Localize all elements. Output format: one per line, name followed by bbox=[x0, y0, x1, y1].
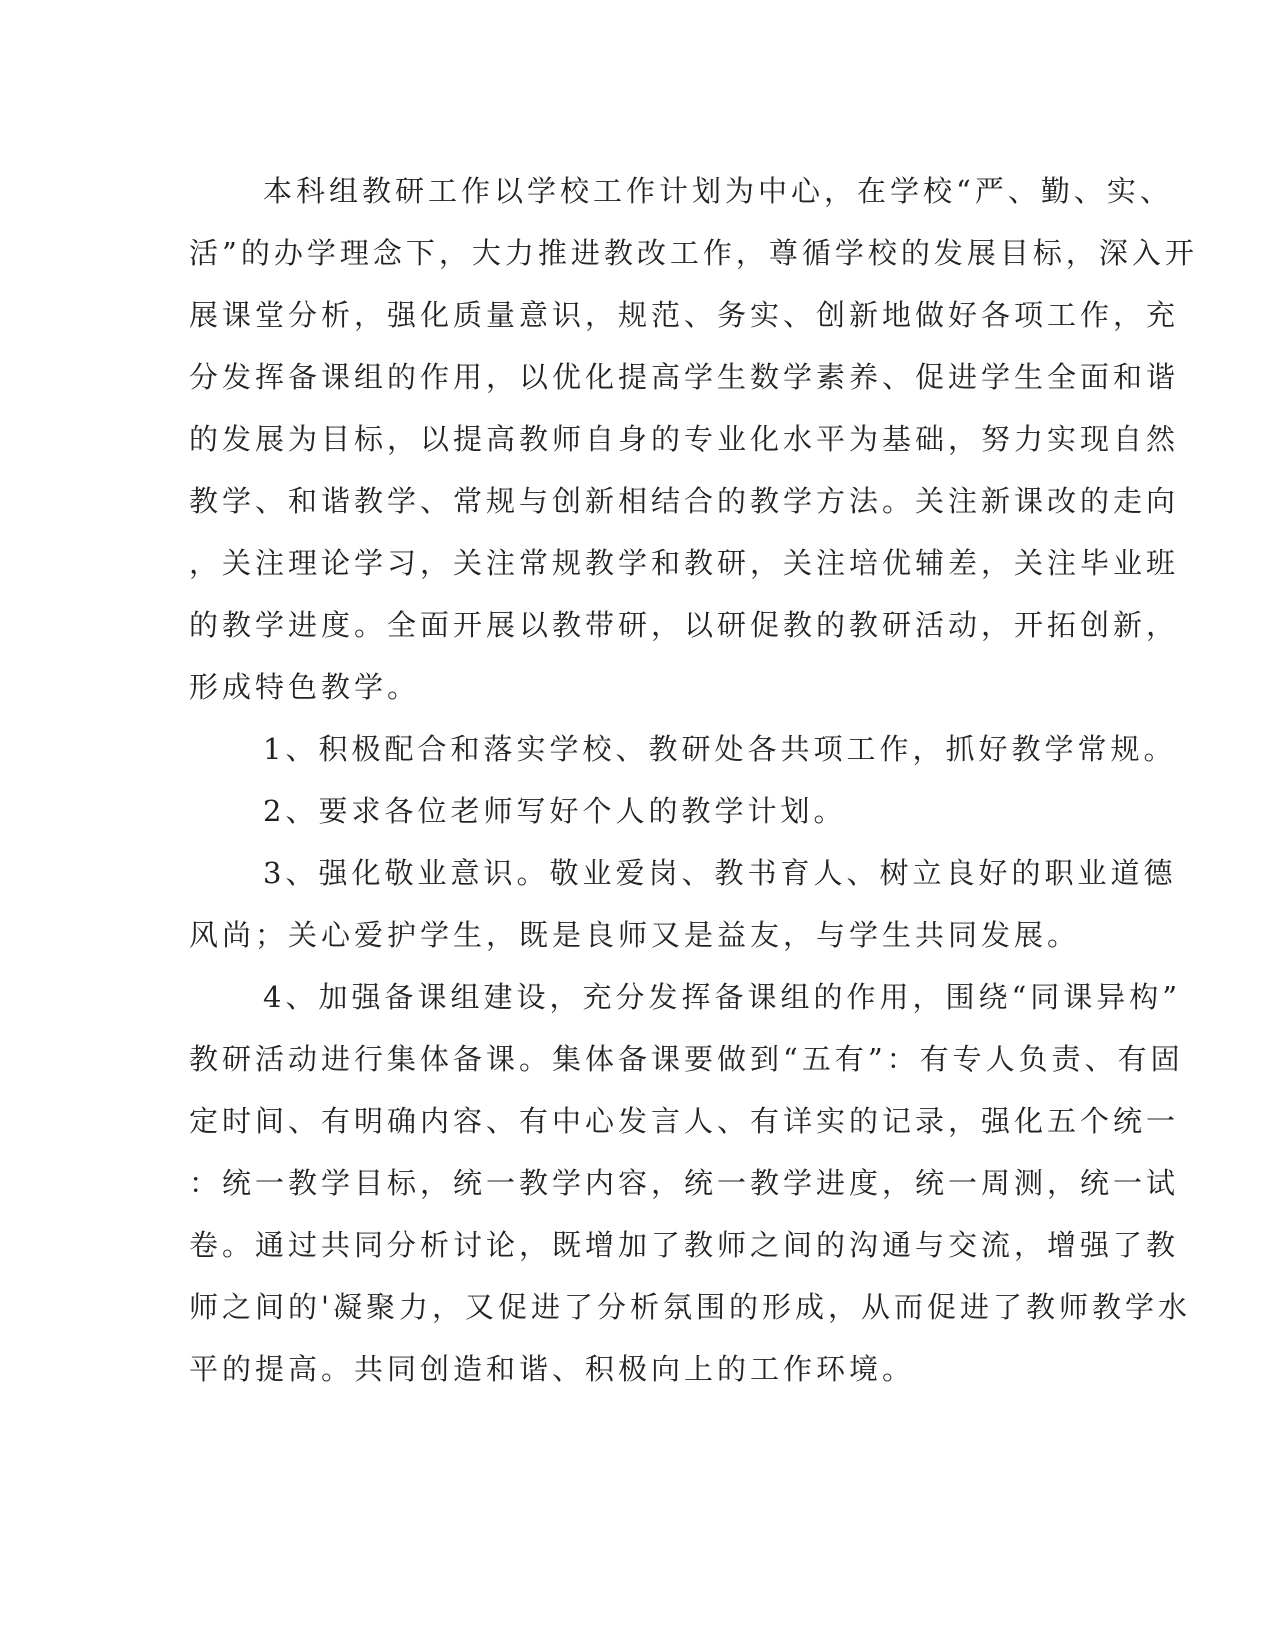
text-line: 卷。通过共同分析讨论，既增加了教师之间的沟通与交流，增强了教 bbox=[189, 1228, 1180, 1262]
text-line: 1、积极配合和落实学校、教研处各共项工作，抓好教学常规。 bbox=[263, 732, 1177, 766]
paragraph-item-2 bbox=[189, 780, 1069, 842]
text-line: 本科组教研工作以学校工作计划为中心，在学校“严、勤、实、 bbox=[263, 174, 1173, 208]
text-line: ：统一教学目标，统一教学内容，统一教学进度，统一周测，统一试 bbox=[189, 1166, 1180, 1200]
text-line: 师之间的'凝聚力，又促进了分析氛围的形成，从而促进了教师教学水 bbox=[189, 1290, 1191, 1324]
text-line: 教学、和谐教学、常规与创新相结合的教学方法。关注新课改的走向 bbox=[189, 484, 1180, 518]
text-line: ，关注理论学习，关注常规教学和教研，关注培优辅差，关注毕业班 bbox=[189, 546, 1180, 580]
document-body bbox=[189, 160, 1198, 1400]
paragraph-item-4 bbox=[189, 966, 1191, 1400]
text-line: 展课堂分析，强化质量意识，规范、务实、创新地做好各项工作，充 bbox=[189, 298, 1180, 332]
text-line: 风尚；关心爱护学生，既是良师又是益友，与学生共同发展。 bbox=[189, 918, 1081, 952]
text-line: 形成特色教学。 bbox=[189, 670, 421, 704]
text-line: 的教学进度。全面开展以教带研，以研促教的教研活动，开拓创新， bbox=[189, 608, 1180, 642]
text-line: 的发展为目标，以提高教师自身的专业化水平为基础，努力实现自然 bbox=[189, 422, 1180, 456]
paragraph-item-1 bbox=[189, 718, 1177, 780]
text-line: 平的提高。共同创造和谐、积极向上的工作环境。 bbox=[189, 1352, 916, 1386]
text-line: 分发挥备课组的作用，以优化提高学生数学素养、促进学生全面和谐 bbox=[189, 360, 1180, 394]
paragraph-item-3 bbox=[189, 842, 1177, 966]
paragraph-intro bbox=[189, 160, 1198, 718]
text-line: 活”的办学理念下，大力推进教改工作，尊循学校的发展目标，深入开 bbox=[189, 236, 1198, 270]
text-line: 2、要求各位老师写好个人的教学计划。 bbox=[263, 794, 847, 828]
text-line: 定时间、有明确内容、有中心发言人、有详实的记录，强化五个统一 bbox=[189, 1104, 1180, 1138]
text-line: 教研活动进行集体备课。集体备课要做到“五有”：有专人负责、有固 bbox=[189, 1042, 1184, 1076]
text-line: 4、加强备课组建设，充分发挥备课组的作用，围绕“同课异构” bbox=[263, 980, 1182, 1014]
text-line: 3、强化敬业意识。敬业爱岗、教书育人、树立良好的职业道德 bbox=[263, 856, 1177, 890]
